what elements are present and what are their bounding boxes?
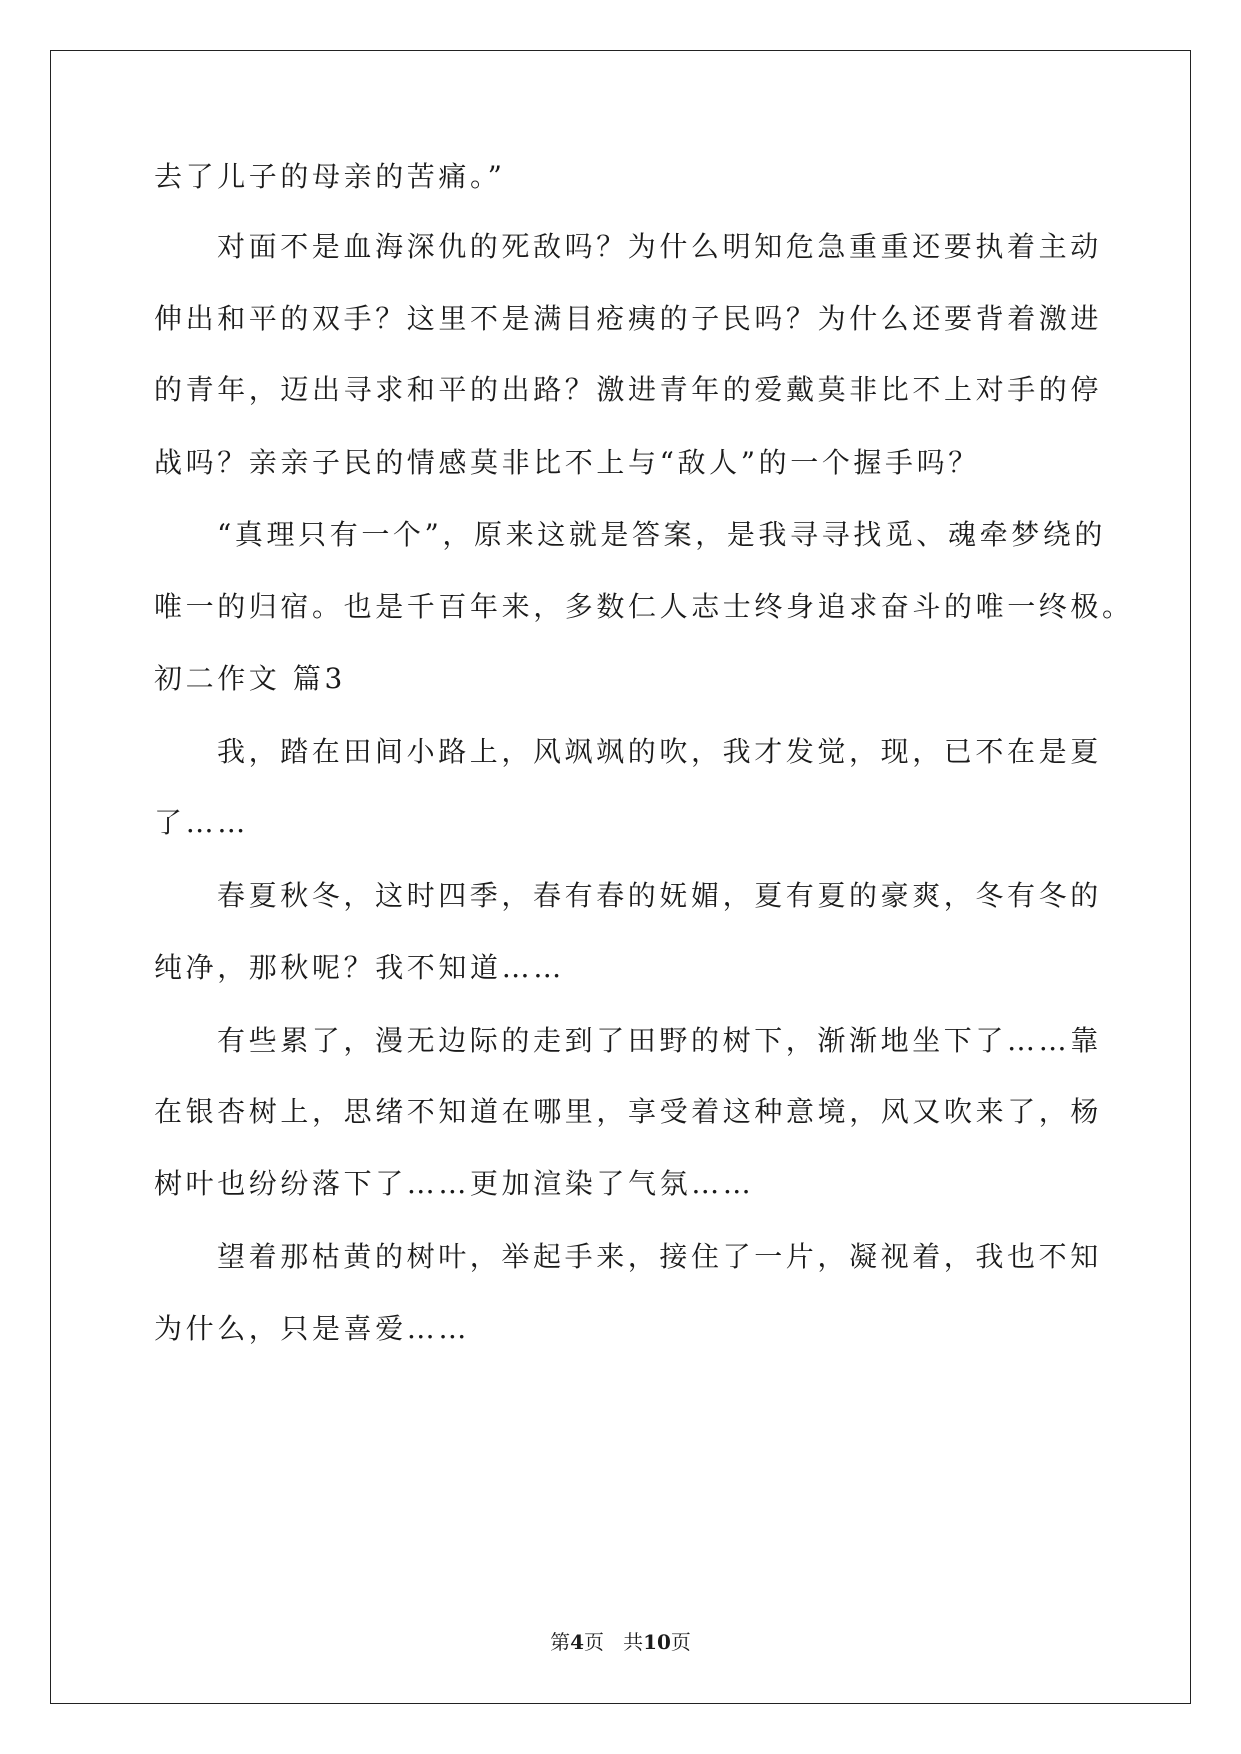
paragraph-line: 在银杏树上，思绪不知道在哪里，享受着这种意境，风又吹来了，杨 <box>154 1095 1103 1128</box>
page-border <box>50 50 1191 1704</box>
paragraph-line: “真理只有一个”，原来这就是答案，是我寻寻找觅、魂牵梦绕的 <box>217 518 1107 551</box>
total-page-count: 10 <box>643 1630 671 1654</box>
paragraph-line: 去了儿子的母亲的苦痛。” <box>154 160 506 193</box>
paragraph-line: 我，踏在田间小路上，风飒飒的吹，我才发觉，现，已不在是夏 <box>217 735 1102 768</box>
paragraph-line: 伸出和平的双手？这里不是满目疮痍的子民吗？为什么还要背着激进 <box>154 302 1103 335</box>
paragraph-line: 的青年，迈出寻求和平的出路？激进青年的爱戴莫非比不上对手的停 <box>154 373 1103 406</box>
paragraph-line: 树叶也纷纷落下了……更加渲染了气氛…… <box>154 1167 755 1200</box>
paragraph-line: 唯一的归宿。也是千百年来，多数仁人志士终身追求奋斗的唯一终极。 <box>154 590 1134 623</box>
paragraph-line: 了…… <box>154 806 249 839</box>
footer-page-suffix: 页 <box>584 1630 604 1654</box>
paragraph-line: 春夏秋冬，这时四季，春有春的妩媚，夏有夏的豪爽，冬有冬的 <box>217 879 1102 912</box>
footer-total-prefix: 共 <box>623 1630 644 1654</box>
page-footer <box>0 1630 1241 1654</box>
paragraph-line: 纯净，那秋呢？我不知道…… <box>154 951 565 984</box>
footer-prefix: 第 <box>550 1630 571 1654</box>
paragraph-line: 对面不是血海深仇的死敌吗？为什么明知危急重重还要执着主动 <box>217 230 1102 263</box>
current-page-number: 4 <box>570 1630 584 1654</box>
section-heading: 初二作文 篇3 <box>154 662 346 695</box>
footer-total-suffix: 页 <box>670 1630 691 1654</box>
paragraph-line: 为什么，只是喜爱…… <box>154 1312 471 1345</box>
paragraph-line: 战吗？亲亲子民的情感莫非比不上与“敌人”的一个握手吗？ <box>154 446 980 479</box>
paragraph-line: 望着那枯黄的树叶，举起手来，接住了一片，凝视着，我也不知 <box>217 1240 1102 1273</box>
paragraph-line: 有些累了，漫无边际的走到了田野的树下，渐渐地坐下了……靠 <box>217 1024 1102 1057</box>
